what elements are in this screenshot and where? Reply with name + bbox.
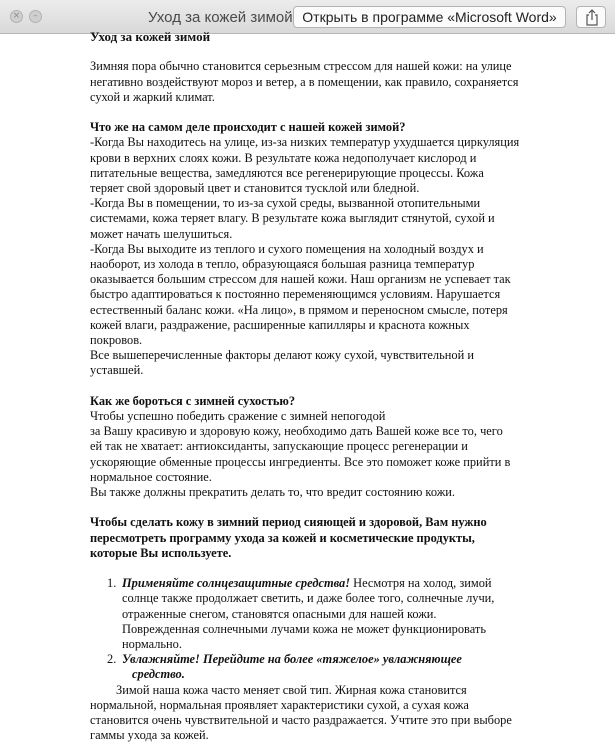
list-item-line: солнце также продолжает светить, и даже более того, солнечные лучи, xyxy=(122,591,495,606)
intro-line: Зимняя пора обычно становится серьезным стрессом для нашей кожи: на улице xyxy=(90,59,512,74)
list-item-line: нормально. xyxy=(122,637,182,652)
close-icon[interactable]: × xyxy=(10,10,23,23)
document-content xyxy=(90,29,520,743)
body-line: уставшей. xyxy=(90,363,144,378)
section-heading: Чтобы сделать кожу в зимний период сияющей и здоровой, Вам нужно xyxy=(90,515,487,530)
body-line: Вы также должны прекратить делать то, что вредит состоянию кожи. xyxy=(90,485,456,500)
body-line: естественный баланс кожи. «На лицо», в прямом и переносном смысле, потеря xyxy=(90,302,508,317)
body-line: может начать шелушиться. xyxy=(90,226,233,241)
list-item-first-line xyxy=(122,576,520,591)
body-line: гаммы ухода за кожей. xyxy=(90,728,209,743)
list-number: 1. xyxy=(107,576,117,591)
share-button[interactable] xyxy=(576,6,606,28)
body-line: становится очень чувствительной и часто раздражается. Учтите это при выборе xyxy=(90,713,512,728)
body-line: -Когда Вы выходите из теплого и сухого помещения на холодный воздух и xyxy=(90,241,484,256)
share-icon xyxy=(585,9,599,26)
body-line: Зимой наша кожа часто меняет свой тип. Жирная кожа становится xyxy=(116,682,467,697)
intro-line: сухой и жаркий климат. xyxy=(90,89,215,104)
list-item-title: Применяйте солнцезащитные средства! xyxy=(122,576,351,591)
section-heading: Что же на самом деле происходит с нашей кожей зимой? xyxy=(90,120,406,135)
body-line: ей так не хватает: антиоксиданты, запускающие процесс регенерации и xyxy=(90,439,468,454)
document-title: Уход за кожей зимой xyxy=(90,29,211,44)
body-line: нормальной, нормальная проявляет характеристики сухой, а сухая кожа xyxy=(90,697,469,712)
list-item-title: средство. xyxy=(132,667,185,682)
body-line: крови в верхних слоях кожи. В результате кожа недополучает кислород и xyxy=(90,150,477,165)
document-page xyxy=(0,29,615,743)
minimize-icon[interactable]: – xyxy=(29,10,42,23)
list-item xyxy=(90,652,520,682)
body-line: Чтобы успешно победить сражение с зимней непогодой xyxy=(90,409,386,424)
list-item-line: отраженные снегом, становятся опасными для нашей кожи. xyxy=(122,606,437,621)
open-in-word-button[interactable]: Открыть в программе «Microsoft Word» xyxy=(293,6,566,28)
body-line: -Когда Вы в помещении, то из-за сухой среды, вызванной отопительными xyxy=(90,196,481,211)
section-heading: которые Вы используете. xyxy=(90,545,232,560)
body-line: питательные вещества, замедляются все регенерирующие процессы. Кожа xyxy=(90,165,484,180)
list-item xyxy=(90,576,520,652)
body-line: оказывается большим стрессом для нашей кожи. Наш организм не успевает так xyxy=(90,272,511,287)
list-item-title: Увлажняйте! Перейдите на более «тяжелое» увлажняющее xyxy=(122,652,462,667)
body-line: -Когда Вы находитесь на улице, из-за низких температур ухудшается циркуляция xyxy=(90,135,520,150)
body-line: быстро адаптироваться к постоянно переменяющимся условиям. Нарушается xyxy=(90,287,501,302)
body-line: кожей влаги, раздражение, расширенные капилляры и краснота кожных xyxy=(90,317,470,332)
list-item-text: Несмотря на холод, зимой xyxy=(350,576,492,591)
body-line: наоборот, из холода в тепло, образующаяся большая разница температур xyxy=(90,257,475,272)
body-line: нормальное состояние. xyxy=(90,469,212,484)
list-number: 2. xyxy=(107,652,117,667)
intro-line: негативно воздействуют мороз и ветер, а в помещении, как правило, сохраняется xyxy=(90,74,519,89)
list-item-line: Поврежденная солнечными лучами кожа не может функционировать xyxy=(122,621,486,636)
body-line: за Вашу красивую и здоровую кожу, необходимо дать Вашей коже все то, чего xyxy=(90,424,503,439)
body-line: покровов. xyxy=(90,333,143,348)
window-title: Уход за кожей зимой xyxy=(148,9,293,26)
section-heading: Как же бороться с зимней сухостью? xyxy=(90,393,296,408)
body-line: системами, кожа теряет влагу. В результате кожа выглядит стянутой, сухой и xyxy=(90,211,495,226)
body-line: ускоряющие обменные процессы ингредиенты. Все это поможет коже прийти в xyxy=(90,454,511,469)
body-line: теряет свой здоровый цвет и становится тусклой или бледной. xyxy=(90,181,420,195)
section-heading: пересмотреть программу ухода за кожей и косметические продукты, xyxy=(90,530,475,545)
body-line: Все вышеперечисленные факторы делают кожу сухой, чувствительной и xyxy=(90,348,474,363)
